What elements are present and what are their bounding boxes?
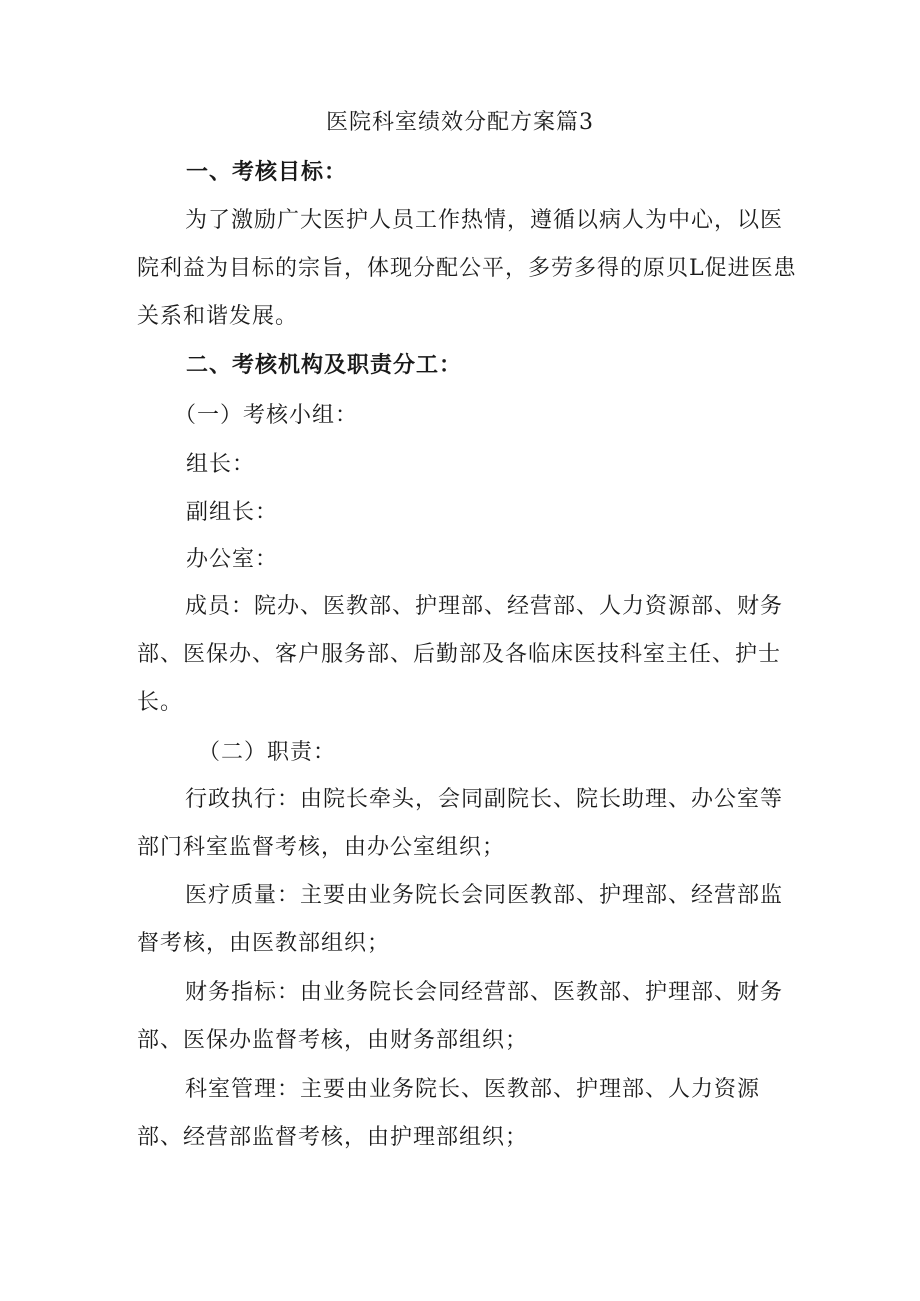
- deputy-leader-label: 副组长：: [186, 500, 279, 525]
- duty-finance-paragraph: 财务指标：由业务院长会同经营部、医教部、护理部、财务部、医保办监督考核，由财务部组织；: [137, 980, 784, 1053]
- leader-label: 组长：: [186, 452, 256, 477]
- duty-quality-paragraph: 医疗质量：主要由业务院长会同医教部、护理部、经营部监督考核，由医教部组织；: [137, 883, 784, 956]
- duties-heading: （二）职责：: [198, 740, 337, 765]
- duty-management-paragraph: 科室管理：主要由业务院长、医教部、护理部、人力资源部、经营部监督考核，由护理部组织；: [137, 1077, 761, 1150]
- section1-heading: 一、考核目标：: [186, 160, 348, 185]
- office-label: 办公室：: [186, 547, 279, 572]
- group-heading: （一）考核小组：: [174, 403, 359, 428]
- members-paragraph: 成员：院办、医教部、护理部、经营部、人力资源部、财务部、医保办、客户服务部、后勤部及各临床医技科室主任、护士长。: [137, 594, 784, 715]
- duty-admin-paragraph: 行政执行：由院长牵头，会同副院长、院长助理、办公室等部门科室监督考核，由办公室组织；: [137, 787, 784, 860]
- section2-heading: 二、考核机构及职责分工：: [186, 353, 463, 378]
- section1-paragraph: 为了激励广大医护人员工作热情，遵循以病人为中心，以医院利益为目标的宗旨，体现分配公平，多劳多得的原贝L促进医患关系和谐发展。: [137, 208, 797, 329]
- document-title: 医院科室绩效分配方案篇3: [326, 110, 594, 135]
